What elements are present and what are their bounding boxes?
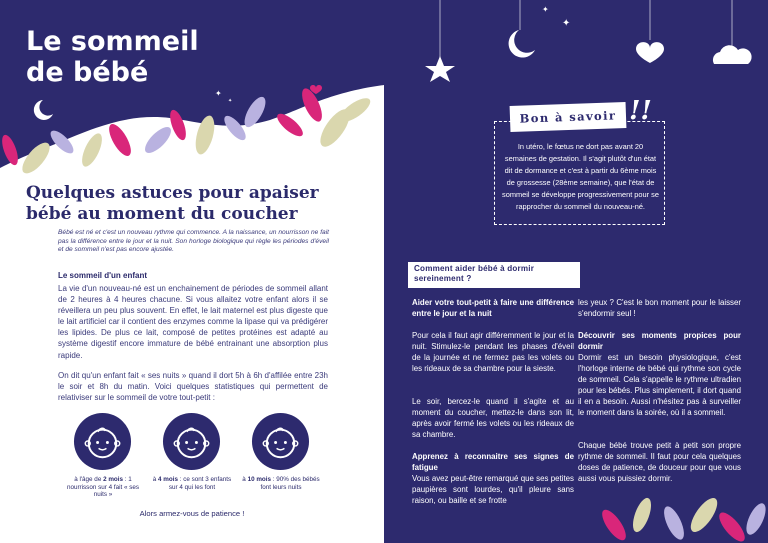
col1-heading-2: Apprenez à reconnaitre ses signes de fatigue [412, 452, 574, 473]
hanging-decorations [384, 0, 768, 100]
col2-paragraph-2: Chaque bébé trouve petit à petit son propre rythme de sommeil. Il faut pour cela quelques doses de patience, de douceur pour que vous aussi vous puissiez dormir. [578, 441, 741, 484]
stat-suffix: : ce sont 3 enfants sur 4 qui les font [168, 476, 232, 491]
sparkle-icon: ✦ [215, 89, 222, 98]
col1-paragraph-1: Pour cela il faut agir différemment le jour et la nuit. Stimulez-le pendant les phases d'éveil de la journée et ne fermez pas les volets ou les rideaux de sa chambre pour la sieste. [412, 331, 574, 374]
page-title [26, 26, 246, 88]
stat-age: 4 mois [158, 476, 178, 483]
stat-4-months [152, 476, 232, 491]
tip-label: Bon à savoir [510, 102, 627, 132]
col1-paragraph-3: Vous avez peut-être remarqué que ses petites paupières sont lourdes, qu'il pleure sans raison, ou baille et se frotte [412, 474, 574, 506]
col2-heading: Découvrir ses moments propices pour dormir [578, 331, 741, 352]
closing-text: Alors armez-vous de patience ! [139, 509, 245, 518]
sparkle-icon: ✦ [542, 5, 549, 14]
stat-prefix: à [242, 476, 248, 483]
question-heading: Comment aider bébé à dormir sereinement ? [408, 262, 580, 288]
stat-age: 10 mois [247, 476, 272, 483]
stat-prefix: à l'âge de [74, 476, 104, 483]
title-line-2: de bébé [26, 57, 149, 88]
title-line-1: Le sommeil [26, 26, 199, 57]
right-page [384, 0, 768, 543]
section-heading: Le sommeil d'un enfant [58, 271, 148, 280]
baby-face-icon [73, 412, 132, 471]
paragraph-sleep: La vie d'un nouveau-né est un enchainement de périodes de sommeil allant de 2 heures à 4 heures chacune. Si vous allaitez votre enfant alors il se réveillera un peu plus souvent. En effet, le lait maternel est plus digeste que le lait artificiel car il contient des enzymes comme la lipase qui va prédigérer les lipides. De plus ce lait, composé de petites protéines est adapté au système digestif encore immature de bébé entrainant une absorption plus rapide. [58, 284, 328, 360]
tip-exclamation: !! [629, 96, 652, 126]
star-icon [425, 56, 455, 82]
baby-face-icon [162, 412, 221, 471]
stat-suffix: : 1 nourrisson sur 4 fait « ses nuits » [66, 476, 140, 499]
paragraph-nights: On dit qu'un enfant fait « ses nuits » quand il dort 5h à 6h d'affilée entre 23h le soir et 8h du matin. Voici quelques statistiques qui permettent de relativiser sur le sommeil de votre tout-petit : [58, 371, 328, 403]
section-subtitle: Quelques astuces pour apaiser bébé au moment du coucher [26, 183, 319, 224]
col1-heading: Aider votre tout-petit à faire une différence entre le jour et la nuit [412, 298, 574, 319]
cloud-icon [713, 45, 752, 64]
stat-prefix: à [152, 476, 159, 483]
stat-10-months [241, 476, 321, 491]
stat-2-months [63, 476, 143, 499]
col1-paragraph-2: Le soir, bercez-le quand il s'agite et au moment du coucher, mettez-le dans son lit, après avoir fermé les volets ou les rideaux de sa chambre. [412, 397, 574, 440]
moon-icon [509, 30, 535, 58]
sparkle-icon: ✦ [228, 98, 233, 104]
intro-text: Bébé est né et c'est un nouveau rythme qui commence. A la naissance, un nourrisson ne fait pas la différence entre le jour et la nuit. Son horloge biologique qui règle les périodes d'éveil et de sommeil n'est pas encore ajustée. [58, 229, 329, 254]
stat-suffix: : 90% des bébés font leurs nuits [260, 476, 320, 491]
baby-face-icon [251, 412, 310, 471]
leaves-decoration [594, 485, 768, 543]
tip-text: In utéro, le fœtus ne dort pas avant 20 semaines de gestation. Il s'agit plutôt d'un état dit de dormance et c'est à partir du 6ème mois de grossesse (28ème semaine), que l'état de sommeil se développe progressivement pour se rapprocher du sommeil du nouveau-né. [502, 142, 659, 211]
heart-icon [636, 42, 664, 63]
stat-age: 2 mois [103, 476, 124, 483]
col2-paragraph-0: les yeux ? C'est le bon moment pour le laisser s'endormir seul ! [578, 298, 741, 319]
sparkle-icon: ✦ [562, 18, 571, 29]
col2-paragraph-1: Dormir est un besoin physiologique, c'est l'horloge interne de bébé qui rythme son cycle de sommeil. Cela s'appelle le rythme ultradien pour les bébés. Plus simplement, il dort quand il en a besoin. Aussi n'hésitez pas à surveiller le moment dans la soirée, où il a sommeil. [578, 353, 741, 418]
